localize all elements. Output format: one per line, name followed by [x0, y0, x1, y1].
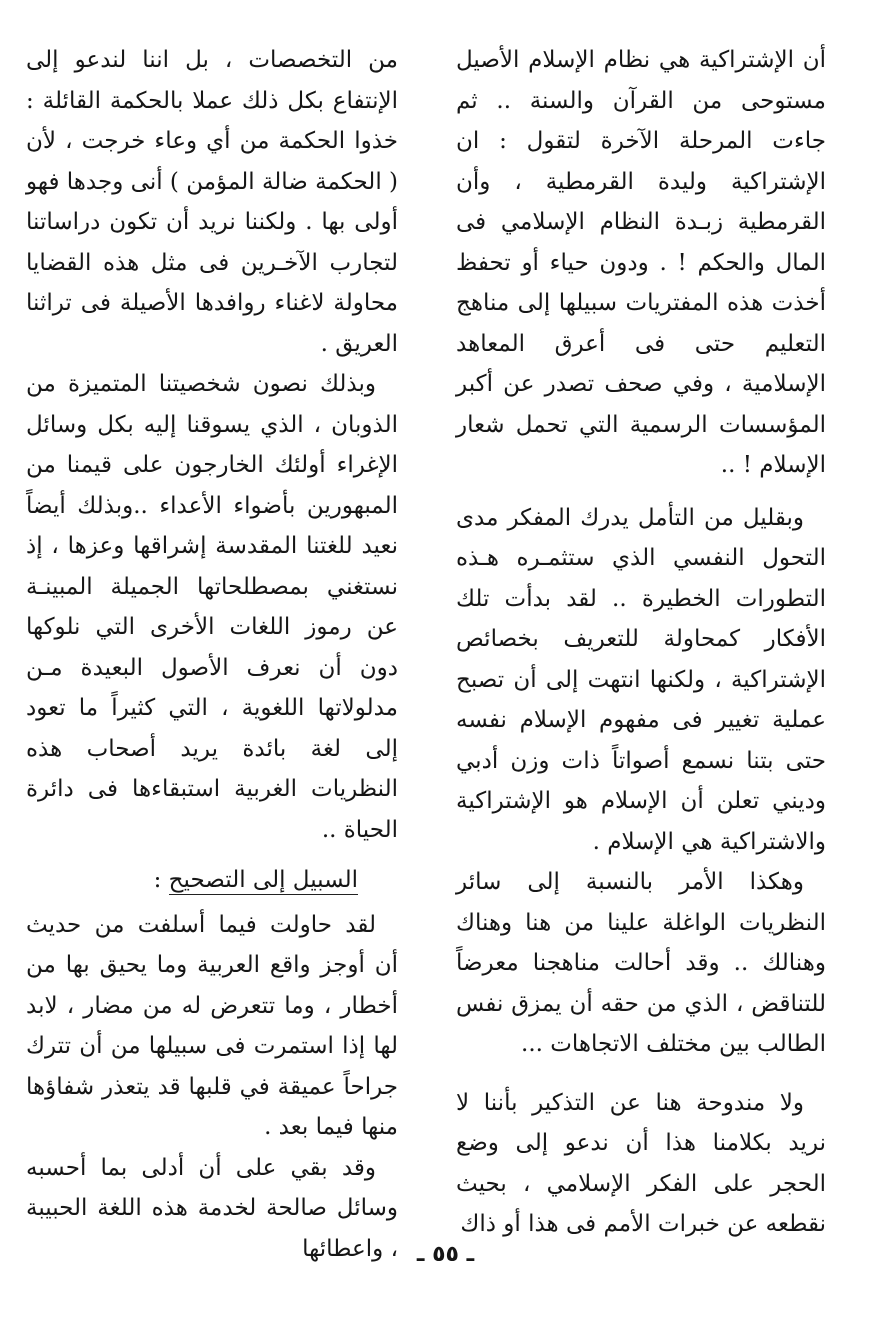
left-column	[26, 40, 398, 1269]
paragraph: وبقليل من التأمل يدرك المفكر مدى التحول النفسي الذي ستثمـره هـذه التطورات الخطيرة .. لقد بدأت تلك الأفكار كمحاولة للتعريف بخصائص الإشتراكية ، ولكنها انتهت إلى أن تصبح عملية تغيير فى مفهوم الإسلام نفسه حتى بتنا نسمع أصواتاً ذات وزن أدبي وديني تعلن أن الإسلام هو الإشتراكية والاشتراكية هي الإسلام .	[456, 504, 826, 855]
paragraph: من التخصصات ، بل اننا لندعو إلى الإنتفاع بكل ذلك عملا بالحكمة القائلة : خذوا الحكمة من أي وعاء خرجت ، لأن ( الحكمة ضالة المؤمن ) أنى وجدها فهو أولى بها . ولكننا نريد أن تكون دراساتنا لتجارب الآخـرين فى مثل هذه القضايا محاولة لاغناء روافدها الأصيلة فى تراثنا العريق .	[26, 47, 398, 357]
paragraph: وقد بقي على أن أدلى بما أحسبه وسائل صالحة لخدمة هذه اللغة الحبيبة ، واعطائها	[26, 1154, 398, 1262]
paragraph: وهكذا الأمر بالنسبة إلى سائر النظريات الواغلة علينا من هنا وهناك وهنالك .. وقد أحالت مناهجنا معرضاً للتناقض ، الذي من حقه أن يمزق نفس الطالب بين مختلف الاتجاهات ...	[456, 869, 826, 1057]
paragraph: ولا مندوحة هنا عن التذكير بأننا لا نريد بكلامنا هذا أن ندعو إلى وضع الحجر على الفكر الإسلامي ، بحيث نقطعه عن خبرات الأمم فى هذا أو ذاك	[456, 1089, 826, 1237]
section-heading-title: السبيل إلى التصحيح	[168, 867, 358, 893]
page-number: ـ ٥٥ ـ	[416, 1242, 475, 1267]
section-heading-colon: :	[153, 867, 162, 893]
right-column	[456, 40, 826, 1245]
paragraph: لقد حاولت فيما أسلفت من حديث أن أوجز واقع العربية وما يحيق بها من أخطار ، وما تتعرض له من مضار ، لابد لها إذا استمرت فى سبيلها من أن تترك جراحاً عميقة في قلبها قد يتعذر شفاؤها منها فيما بعد .	[26, 911, 398, 1140]
section-heading	[26, 860, 398, 901]
paragraph: أن الإشتراكية هي نظام الإسلام الأصيل مستوحى من القرآن والسنة .. ثم جاءت المرحلة الآخرة لتقول : ان الإشتراكية وليدة القرمطية ، وأن القرمطية زبـدة النظام الإسلامي فى المال والحكم ! . ودون حياء أو تحفظ أخذت هذه المفتريات سبيلها إلى مناهج التعليم حتى فى أعرق المعاهد الإسلامية ، وفي صحف تصدر عن أكبر المؤسسات الرسمية التي تحمل شعار الإسلام ! ..	[456, 47, 826, 478]
paragraph: وبذلك نصون شخصيتنا المتميزة من الذوبان ، الذي يسوقنا إليه بكل وسائل الإغراء أولئك الخارجون على قيمنا من المبهورين بأضواء الأعداء ..وبذلك أيضاً نعيد للغتنا المقدسة إشراقها وعزها ، إذ نستغني بمصطلحاتها الجميلة المبينـة عن رموز اللغات الأخرى التي نلوكها دون أن نعرف الأصول البعيدة مـن مدلولاتها اللغوية ، التي كثيراً ما تعود إلى لغة بائدة يريد أصحاب هذه النظريات الغربية استبقاءها فى دائرة الحياة ..	[26, 371, 398, 843]
